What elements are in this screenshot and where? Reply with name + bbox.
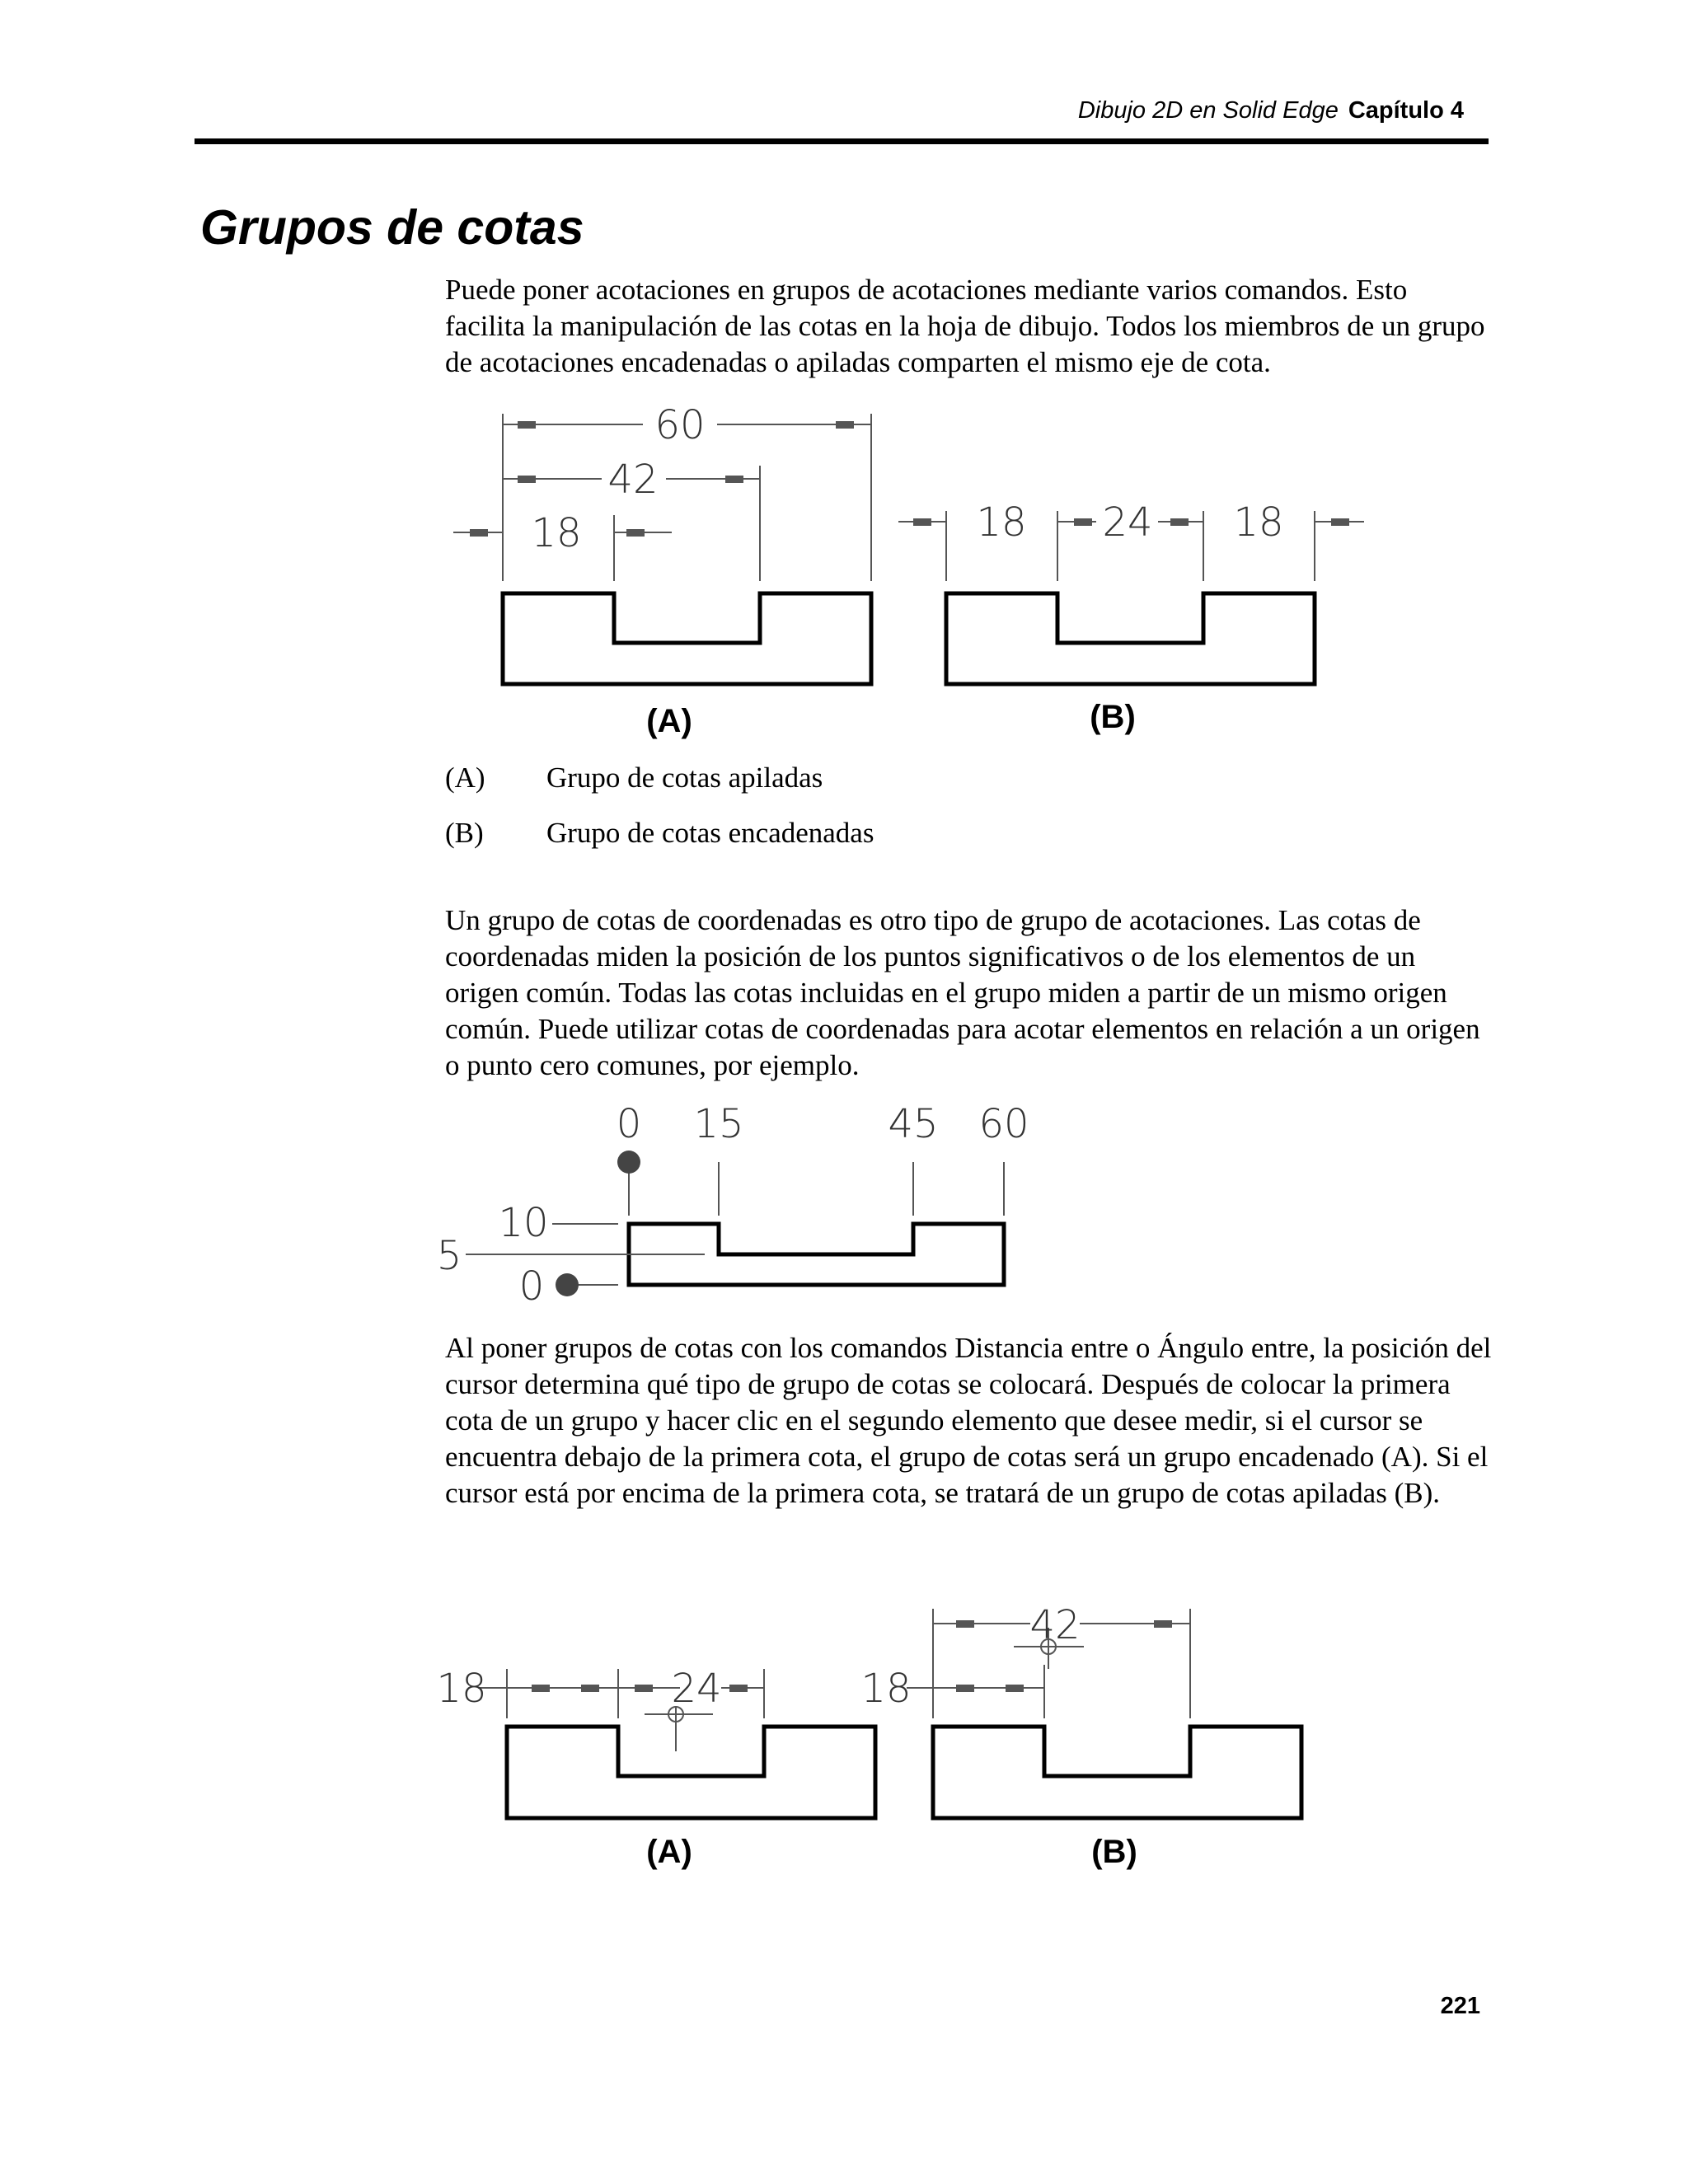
caption-text: Grupo de cotas apiladas [546, 762, 823, 794]
part-outline-a [507, 1727, 875, 1818]
caption-item [445, 762, 1187, 817]
coordinates-paragraph: Un grupo de cotas de coordenadas es otro tipo de grupo de acotaciones. Las cotas de coordenadas miden la posición de los puntos significativos o de los elementos de un origen común. Todas las cotas incluidas en el grupo miden a partir de un mismo origen común. Puede utilizar cotas de coordenadas para acotar elementos en relación a un origen o punto cero comunes, por ejemplo. [445, 904, 1480, 1081]
figure3-label-a: (A) [646, 1834, 692, 1870]
dim-b-stacked-2: 18 [860, 1666, 912, 1712]
figure1-label-b: (B) [1090, 699, 1136, 735]
dim-b-chain-3: 18 [1233, 499, 1284, 546]
coord-y-label: 5 [436, 1233, 462, 1279]
figure-cursor-placement [429, 1591, 1352, 1875]
coord-y-label: 0 [518, 1263, 545, 1310]
dim-a-stacked-1: 60 [654, 402, 706, 448]
running-header-title: Dibujo 2D en Solid Edge [1077, 97, 1339, 124]
caption-key: (A) [445, 762, 485, 794]
dim-a-stacked-3: 18 [531, 510, 582, 556]
running-header-chapter: Capítulo 4 [1348, 97, 1464, 124]
caption-item [445, 817, 1187, 872]
part-outline-a [503, 593, 871, 684]
coord-x-label: 0 [616, 1101, 642, 1147]
figure3-label-b: (B) [1091, 1834, 1137, 1870]
placement-paragraph: Al poner grupos de cotas con los comandos Distancia entre o Ángulo entre, la posición del cursor determina qué tipo de grupo de cotas se colocará. Después de colocar la primera cota de un grupo y hacer clic en el segundo elemento que desee medir, si el cursor se encuentra debajo de la primera cota, el grupo de cotas será un grupo encadenado (A). Si el cursor está por encima de la primera cota, se tratará de un grupo de cotas apiladas (B). [445, 1332, 1492, 1509]
dim-a-chain-2: 24 [671, 1666, 722, 1712]
section-title: Grupos de cotas [200, 200, 584, 255]
intro-paragraph: Puede poner acotaciones en grupos de acotaciones mediante varios comandos. Esto facilita la manipulación de las cotas en la hoja de dibujo. Todos los miembros de un grupo de acotaciones encadenadas o apiladas comparten el mismo eje de cota. [445, 274, 1485, 378]
coord-y-label: 10 [498, 1200, 549, 1246]
dim-a-chain-1: 18 [436, 1666, 487, 1712]
figure1-label-a: (A) [646, 703, 692, 739]
dim-b-stacked-1: 42 [1029, 1602, 1081, 1648]
part-outline-b [933, 1727, 1301, 1818]
caption-key: (B) [445, 817, 484, 849]
figure-cursor-placement-drawing [429, 1591, 1352, 1871]
origin-marker-y [556, 1273, 579, 1296]
page-number: 221 [1440, 1993, 1480, 2019]
dim-a-stacked-2: 42 [607, 457, 659, 503]
coord-x-label: 15 [693, 1101, 744, 1147]
figure-stacked-chained [437, 396, 1376, 746]
figure-coordinate-drawing [433, 1092, 1026, 1331]
coord-x-label: 45 [888, 1101, 939, 1147]
dim-b-chain-1: 18 [976, 499, 1027, 546]
figure-coordinate-dimensions [433, 1092, 1026, 1335]
figure-captions [445, 762, 1187, 872]
origin-marker-x [617, 1151, 640, 1174]
dim-b-chain-2: 24 [1102, 499, 1153, 546]
running-header [1078, 97, 1464, 124]
coord-x-label: 60 [978, 1101, 1026, 1147]
caption-text: Grupo de cotas encadenadas [546, 817, 874, 849]
part-outline-b [946, 593, 1315, 684]
header-rule [195, 138, 1489, 144]
figure-stacked-chained-drawing [437, 396, 1376, 742]
